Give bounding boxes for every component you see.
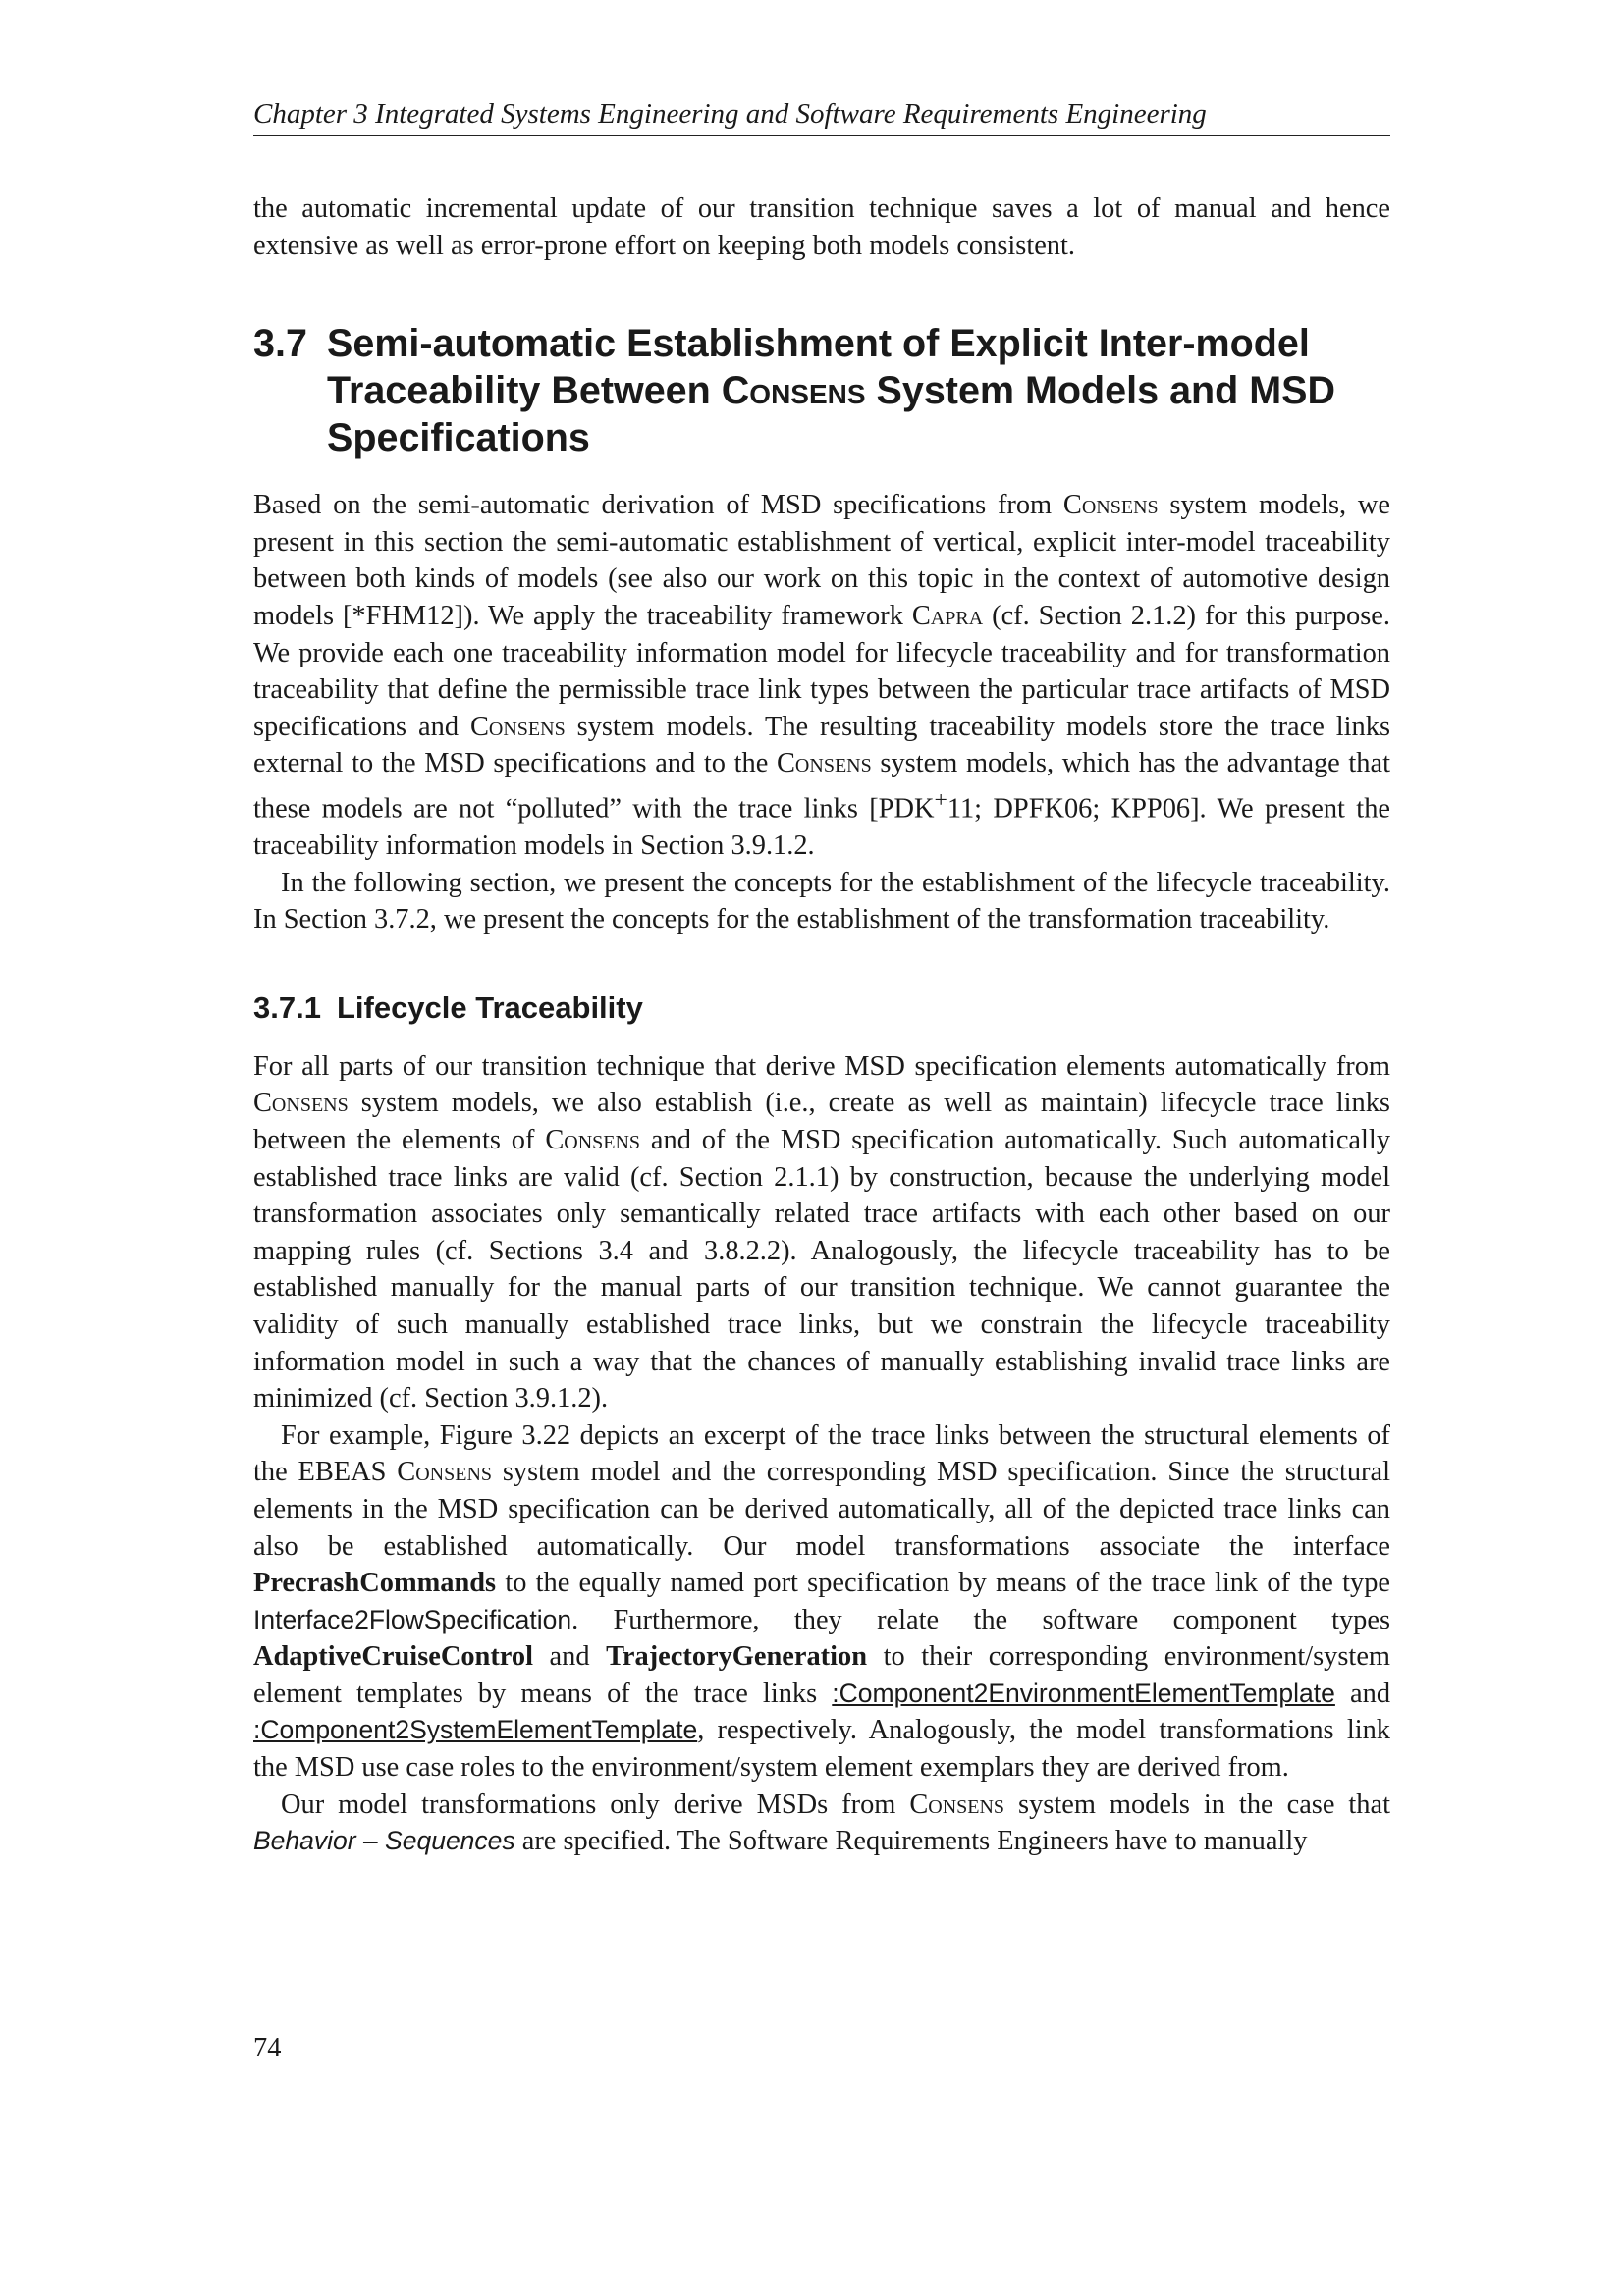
subsection-number: 3.7.1 bbox=[253, 989, 321, 1025]
intro-paragraph: the automatic incremental update of our transition technique saves a lot of manual and hence extensive as well as error-prone effort on keeping both models consistent. bbox=[253, 193, 1390, 261]
precrash-commands-term: PrecrashCommands bbox=[253, 1568, 497, 1599]
section-paragraph-2: In the following section, we present the concepts for the establishment of the lifecycle traceability. In Section 3.7.2, we present the concepts for the establishment of the transformation traceability. bbox=[253, 867, 1390, 935]
trajectory-generation-term: TrajectoryGeneration bbox=[606, 1641, 868, 1673]
section-title-part-b: System Models and MSD Specifications bbox=[327, 369, 1336, 460]
capra-term: Capra bbox=[911, 600, 984, 631]
page-number: 74 bbox=[253, 2033, 282, 2063]
component2environment-trace-link: :Component2EnvironmentElementTemplate bbox=[832, 1678, 1335, 1708]
consens-term: Consens bbox=[469, 711, 566, 742]
subsection-title: Lifecycle Traceability bbox=[336, 989, 643, 1025]
subsection-paragraph-1: For all parts of our transition technique that derive MSD specification elements automatically from Consens system models, we also establish (i.e., create as well as maintain) lifecycle trace links between the elements of Consens and of the MSD specification automatically. Such automatically established trace links are valid (cf. Section 2.1.1) by construction, because the underlying model transformation associates only semantically related trace artifacts with each other based on our mapping rules (cf. Sections 3.4 and 3.8.2.2). Analogously, the lifecycle traceability has to be established manually for the manual parts of our transition technique. We cannot guarantee the validity of such manually established trace links, but we constrain the lifecycle traceability information model in such a way that the chances of manually establishing invalid trace links are minimized (cf. Section 3.9.1.2). bbox=[253, 1050, 1391, 1415]
section-title-consens: Consens bbox=[721, 369, 866, 413]
section-paragraph-1: Based on the semi-automatic derivation of MSD specifications from Consens system models, we present in this section the semi-automatic establishment of vertical, explicit inter-model traceability between both kinds of models (see also our work on this topic in the context of automotive design models [*FHM12]). We apply the traceability framework Capra (cf. Section 2.1.2) for this purpose. We provide each one traceability information model for lifecycle traceability and for transformation traceability that define the permissible trace link types between the particular trace artifacts of MSD specifications and Consens system models. The resulting traceability models store the trace links external to the MSD specifications and to the Consens system models, which has the advantage that these models are not “polluted” with the trace links [PDK+11; DPFK06; KPP06]. We present the traceability information models in Section 3.9.1.2. bbox=[253, 490, 1391, 861]
component2system-trace-link: :Component2SystemElementTemplate bbox=[253, 1715, 698, 1745]
citation-superscript: + bbox=[934, 786, 947, 813]
section-number: 3.7 bbox=[253, 322, 307, 366]
subsection-heading bbox=[253, 989, 1390, 1027]
page-body bbox=[253, 190, 1390, 1860]
subsection-paragraph-2: For example, Figure 3.22 depicts an excerpt of the trace links between the structural elements of the EBEAS Consens system model and the corresponding MSD specification. Since the structural elements in the MSD specification can be derived automatically, all of the depicted trace links can also be established automatically. Our model transformations associate the interface PrecrashCommands to the equally named port specification by means of the trace link of the type Interface2FlowSpecification. Furthermore, they relate the software component types AdaptiveCruiseControl and TrajectoryGeneration to their corresponding environment/system element templates by means of the trace links :Component2EnvironmentElementTemplate and :Component2SystemElementTemplate, respectively. Analogously, the model transformations link the MSD use case roles to the environment/system element exemplars they are derived from. bbox=[253, 1419, 1391, 1784]
consens-term: Consens bbox=[253, 1088, 349, 1119]
running-head: Chapter 3 Integrated Systems Engineering and Software Requirements Engineering bbox=[253, 94, 1390, 136]
consens-term: Consens bbox=[1062, 490, 1159, 521]
adaptive-cruise-control-term: AdaptiveCruiseControl bbox=[253, 1641, 533, 1673]
consens-term: Consens bbox=[777, 748, 872, 779]
section-heading bbox=[253, 320, 1390, 461]
section-title-part-a: Semi-automatic Establishment of Explicit Inter-model Traceability Between bbox=[327, 322, 1310, 413]
consens-term: Consens bbox=[545, 1124, 641, 1155]
consens-term: Consens bbox=[909, 1789, 1005, 1820]
consens-term: Consens bbox=[397, 1457, 493, 1488]
subsection-paragraph-3: Our model transformations only derive MSDs from Consens system models in the case that Behavior – Sequences are specified. The Software Requirements Engineers have to manually bbox=[253, 1789, 1390, 1857]
interface2flowspecification-term: Interface2FlowSpecification bbox=[253, 1604, 572, 1634]
behavior-sequences-term: Behavior – Sequences bbox=[253, 1826, 515, 1856]
